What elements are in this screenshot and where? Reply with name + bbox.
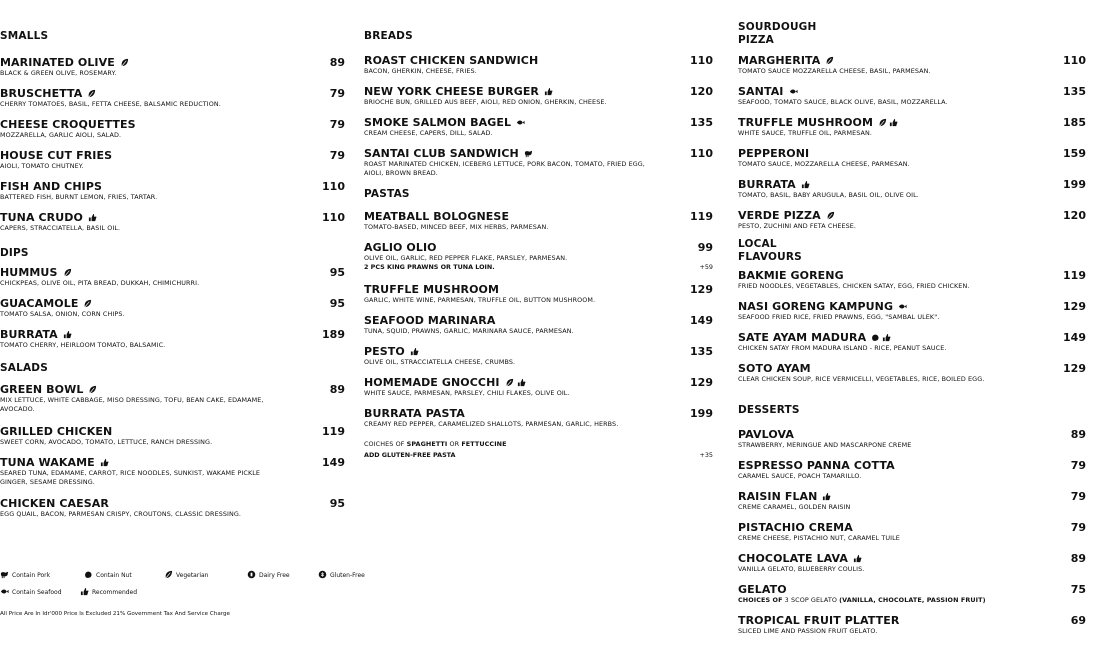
menu-item — [0, 328, 345, 350]
item-price: 89 — [329, 383, 345, 396]
menu-item — [364, 345, 713, 367]
menu-item — [364, 314, 713, 336]
item-name: CHICKEN CAESAR — [0, 497, 109, 510]
item-price: 119 — [322, 425, 345, 438]
seafood-icon — [516, 118, 525, 127]
item-name: SANTAI CLUB SANDWICH — [364, 147, 519, 160]
menu-item — [0, 149, 345, 171]
legend-item-vegetarian: Vegetarian — [164, 570, 208, 579]
item-name: ESPRESSO PANNA COTTA — [738, 459, 895, 472]
menu-item — [0, 425, 345, 447]
item-name: BAKMIE GORENG — [738, 269, 844, 282]
legend-item-recommended: Recommended — [80, 587, 137, 596]
item-name: BRUSCHETTA — [0, 87, 83, 100]
item-name: TUNA WAKAME — [0, 456, 95, 469]
menu-item — [364, 407, 713, 429]
item-description: TOMATO SAUCE, MOZZARELLA CHEESE, PARMESAN. — [738, 160, 910, 168]
item-price: 199 — [690, 407, 713, 420]
add-on-option — [364, 263, 713, 272]
section-title-local-flavours: LOCAL FLAVOURS — [738, 238, 802, 263]
legend-item-seafood: Contain Seafood — [0, 587, 62, 596]
item-description: AIOLI, TOMATO CHUTNEY. — [0, 162, 84, 170]
item-price: 110 — [1063, 54, 1086, 67]
item-name: AGLIO OLIO — [364, 241, 437, 254]
vegetarian-icon — [164, 570, 173, 579]
menu-item — [738, 54, 1086, 76]
legend-item-pork: Contain Pork — [0, 570, 50, 579]
recommended-icon — [853, 554, 862, 563]
item-name: MEATBALL BOLOGNESE — [364, 210, 510, 223]
gluten-free-label: ADD GLUTEN-FREE PASTA — [364, 451, 456, 459]
menu-item — [738, 583, 1086, 605]
item-price: 89 — [1070, 428, 1086, 441]
menu-item — [364, 116, 713, 138]
item-description: WHITE SAUCE, PARMESAN, PARSLEY, CHILI FLAKES, OLIVE OIL. — [364, 389, 570, 397]
item-price: 185 — [1063, 116, 1086, 129]
item-name: GRILLED CHICKEN — [0, 425, 113, 438]
item-name: BURRATA PASTA — [364, 407, 465, 420]
menu-item — [364, 54, 713, 76]
gluten-free-icon — [318, 570, 327, 579]
item-price: 79 — [329, 87, 345, 100]
recommended-icon — [544, 87, 553, 96]
pork-icon — [0, 570, 9, 579]
item-name: FISH AND CHIPS — [0, 180, 103, 193]
item-name: RAISIN FLAN — [738, 490, 818, 503]
item-name: TROPICAL FRUIT PLATTER — [738, 614, 900, 627]
item-price: 110 — [322, 211, 345, 224]
menu-item — [738, 85, 1086, 107]
item-price: 135 — [690, 116, 713, 129]
item-name: GELATO — [738, 583, 787, 596]
recommended-icon — [410, 347, 419, 356]
vegetarian-icon — [87, 89, 96, 98]
item-description: TOMATO SAUCE MOZZARELLA CHEESE, BASIL, PARMESAN. — [738, 67, 931, 75]
menu-item — [364, 147, 713, 178]
item-price: 149 — [1063, 331, 1086, 344]
item-name: SEAFOOD MARINARA — [364, 314, 496, 327]
item-price: 79 — [329, 118, 345, 131]
item-price: 189 — [322, 328, 345, 341]
item-price: 129 — [690, 376, 713, 389]
menu-item — [738, 362, 1086, 384]
item-description: CLEAR CHICKEN SOUP, RICE VERMICELLI, VEGETABLES, RICE, BOILED EGG. — [738, 375, 985, 383]
legend-item-nut: Contain Nut — [84, 570, 132, 579]
item-description: OLIVE OIL, STRACCIATELLA CHEESE, CRUMBS. — [364, 358, 516, 366]
menu-item — [0, 497, 345, 519]
item-price: 79 — [1070, 459, 1086, 472]
item-price: 69 — [1070, 614, 1086, 627]
item-name: ROAST CHICKEN SANDWICH — [364, 54, 539, 67]
recommended-icon — [822, 492, 831, 501]
item-description: SEAFOOD, TOMATO SAUCE, BLACK OLIVE, BASIL, MOZZARELLA. — [738, 98, 948, 106]
item-description: FRIED NOODLES, VEGETABLES, CHICKEN SATAY, EGG, FRIED CHICKEN. — [738, 282, 970, 290]
menu-item — [0, 383, 345, 414]
vegetarian-icon — [63, 268, 72, 277]
menu-item — [364, 241, 713, 272]
menu-item — [0, 266, 345, 288]
item-name: TUNA CRUDO — [0, 211, 83, 224]
item-description: CHICKPEAS, OLIVE OIL, PITA BREAD, DUKKAH, CHIMICHURRI. — [0, 279, 200, 287]
recommended-icon — [801, 180, 810, 189]
item-description: TUNA, SQUID, PRAWNS, GARLIC, MARINARA SAUCE, PARMESAN. — [364, 327, 574, 335]
gluten-free-price: +35 — [699, 451, 713, 459]
item-description: SEARED TUNA, EDAMAME, CARROT, RICE NOODLES, SUNKIST, WAKAME PICKLE GINGER, SESAME DRESSING. — [0, 469, 261, 486]
add-on-price: +59 — [699, 263, 713, 271]
menu-item — [364, 283, 713, 305]
vegetarian-icon — [120, 58, 129, 67]
recommended-icon — [517, 378, 526, 387]
vegetarian-icon — [88, 385, 97, 394]
item-description: TOMATO SALSA, ONION, CORN CHIPS. — [0, 310, 125, 318]
item-name: GUACAMOLE — [0, 297, 79, 310]
vegetarian-icon — [825, 56, 834, 65]
item-description: CAPERS, STRACCIATELLA, BASIL OIL. — [0, 224, 121, 232]
menu-item — [738, 428, 1086, 450]
item-description: MIX LETTUCE, WHITE CABBAGE, MISO DRESSING, TOFU, BEAN CAKE, EDAMAME, AVOCADO. — [0, 396, 264, 413]
vegetarian-icon — [505, 378, 514, 387]
menu-item — [738, 147, 1086, 169]
menu-item — [738, 521, 1086, 543]
item-price: 110 — [690, 147, 713, 160]
recommended-icon — [88, 213, 97, 222]
recommended-icon — [882, 333, 891, 342]
item-description: MOZZARELLA, GARLIC AIOLI, SALAD. — [0, 131, 122, 139]
legend-item-gluten-free: Gluten-Free — [318, 570, 365, 579]
item-name: SMOKE SALMON BAGEL — [364, 116, 512, 129]
recommended-icon — [80, 587, 89, 596]
item-name: VERDE PIZZA — [738, 209, 821, 222]
menu-item — [364, 85, 713, 107]
item-price: 119 — [1063, 269, 1086, 282]
item-price: 110 — [322, 180, 345, 193]
item-name: GREEN BOWL — [0, 383, 84, 396]
item-description: OLIVE OIL, GARLIC, RED PEPPER FLAKE, PARSLEY, PARMESAN. — [364, 254, 568, 262]
item-description: CREAMY RED PEPPER, CARAMELIZED SHALLOTS, PARMESAN, GARLIC, HERBS. — [364, 420, 619, 428]
gluten-free-option — [364, 451, 713, 460]
menu-item — [738, 331, 1086, 353]
menu-item — [364, 376, 713, 398]
item-description: CREAM CHEESE, CAPERS, DILL, SALAD. — [364, 129, 493, 137]
dairy-free-icon — [247, 570, 256, 579]
seafood-icon — [898, 302, 907, 311]
price-footnote: All Price Are In Idr'000 Price Is Excluded 21% Government Tax And Service Charge — [0, 611, 230, 617]
menu-item — [738, 552, 1086, 574]
pork-icon — [524, 149, 533, 158]
menu-item — [738, 300, 1086, 322]
item-description: TOMATO-BASED, MINCED BEEF, MIX HERBS, PARMESAN. — [364, 223, 549, 231]
item-name: TRUFFLE MUSHROOM — [364, 283, 500, 296]
vegetarian-icon — [83, 299, 92, 308]
menu-item — [738, 614, 1086, 636]
item-name: HOMEMADE GNOCCHI — [364, 376, 500, 389]
item-description: EGG QUAIL, BACON, PARMESAN CRISPY, CROUTONS, CLASSIC DRESSING. — [0, 510, 242, 518]
item-price: 120 — [690, 85, 713, 98]
item-name: PISTACHIO CREMA — [738, 521, 853, 534]
item-description: STRAWBERRY, MERINGUE AND MASCARPONE CREME — [738, 441, 912, 449]
item-name: NASI GORENG KAMPUNG — [738, 300, 894, 313]
item-price: 159 — [1063, 147, 1086, 160]
item-name: CHEESE CROQUETTES — [0, 118, 136, 131]
item-name: MARINATED OLIVE — [0, 56, 115, 69]
section-title-salads: SALADS — [0, 362, 48, 374]
section-title-dips: DIPS — [0, 247, 29, 259]
item-price: 79 — [329, 149, 345, 162]
item-description: SEAFOOD FRIED RICE, FRIED PRAWNS, EGG, "SAMBAL ULEK". — [738, 313, 940, 321]
recommended-icon — [889, 118, 898, 127]
item-name: TRUFFLE MUSHROOM — [738, 116, 874, 129]
item-price: 110 — [690, 54, 713, 67]
item-price: 149 — [322, 456, 345, 469]
section-title-sourdough-pizza: SOURDOUGH PIZZA — [738, 21, 817, 46]
item-description: CREME CARAMEL, GOLDEN RAISIN — [738, 503, 851, 511]
item-name: SANTAI — [738, 85, 784, 98]
menu-item — [0, 297, 345, 319]
nut-icon — [84, 570, 93, 579]
item-price: 149 — [690, 314, 713, 327]
item-description: VANILLA GELATO, BLUEBERRY COULIS. — [738, 565, 865, 573]
item-description: GARLIC, WHITE WINE, PARMESAN, TRUFFLE OIL, BUTTON MUSHROOM. — [364, 296, 596, 304]
item-price: 135 — [690, 345, 713, 358]
item-price: 129 — [1063, 300, 1086, 313]
item-price: 79 — [1070, 521, 1086, 534]
item-price: 89 — [1070, 552, 1086, 565]
item-price: 119 — [690, 210, 713, 223]
section-title-smalls: SMALLS — [0, 30, 49, 42]
nut-icon — [871, 333, 880, 342]
add-on-label: 2 PCS KING PRAWNS OR TUNA LOIN. — [364, 263, 495, 271]
menu-item — [0, 118, 345, 140]
item-price: 79 — [1070, 490, 1086, 503]
item-name: BURRATA — [738, 178, 796, 191]
legend-item-dairy-free: Dairy Free — [247, 570, 290, 579]
item-description: WHITE SAUCE, TRUFFLE OIL, PARMESAN. — [738, 129, 872, 137]
menu-item — [738, 209, 1086, 231]
menu-item — [0, 87, 345, 109]
item-name: NEW YORK CHEESE BURGER — [364, 85, 540, 98]
item-price: 129 — [1063, 362, 1086, 375]
menu-item — [364, 210, 713, 232]
item-price: 95 — [329, 297, 345, 310]
item-name: HUMMUS — [0, 266, 58, 279]
item-description: CHOICES OF 3 SCOP GELATO (VANILLA, CHOCOLATE, PASSION FRUIT) — [738, 596, 986, 604]
item-description: BRIOCHE BUN, GRILLED AUS BEEF, AIOLI, RED ONION, GHERKIN, CHEESE. — [364, 98, 607, 106]
item-description: ROAST MARINATED CHICKEN, ICEBERG LETTUCE, PORK BACON, TOMATO, FRIED EGG, AIOLI, BROWN BREAD. — [364, 160, 645, 177]
item-name: BURRATA — [0, 328, 58, 341]
item-name: PESTO — [364, 345, 405, 358]
item-price: 199 — [1063, 178, 1086, 191]
menu-item — [738, 459, 1086, 481]
section-title-pastas: PASTAS — [364, 188, 410, 200]
item-description: SLICED LIME AND PASSION FRUIT GELATO. — [738, 627, 878, 635]
item-description: PESTO, ZUCHINI AND FETA CHEESE. — [738, 222, 857, 230]
seafood-icon — [789, 87, 798, 96]
item-description: SWEET CORN, AVOCADO, TOMATO, LETTUCE, RANCH DRESSING. — [0, 438, 213, 446]
menu-item — [0, 456, 345, 487]
item-description: BATTERED FISH, BURNT LEMON, FRIES, TARTAR. — [0, 193, 158, 201]
item-description: TOMATO CHERRY, HEIRLOOM TOMATO, BALSAMIC. — [0, 341, 166, 349]
recommended-icon — [63, 330, 72, 339]
menu-item — [738, 269, 1086, 291]
item-description: BLACK & GREEN OLIVE, ROSEMARY. — [0, 69, 117, 77]
item-name: CHOCOLATE LAVA — [738, 552, 849, 565]
item-description: TOMATO, BASIL, BABY ARUGULA, BASIL OIL, OLIVE OIL. — [738, 191, 919, 199]
item-description: CREME CHEESE, PISTACHIO NUT, CARAMEL TUILE — [738, 534, 900, 542]
section-title-desserts: DESSERTS — [738, 404, 800, 416]
menu-item — [738, 178, 1086, 200]
item-name: MARGHERITA — [738, 54, 821, 67]
item-price: 75 — [1070, 583, 1086, 596]
item-name: SATE AYAM MADURA — [738, 331, 867, 344]
item-price: 99 — [697, 241, 713, 254]
item-name: HOUSE CUT FRIES — [0, 149, 113, 162]
item-price: 95 — [329, 266, 345, 279]
item-price: 89 — [329, 56, 345, 69]
item-price: 95 — [329, 497, 345, 510]
item-description: CHERRY TOMATOES, BASIL, FETTA CHEESE, BALSAMIC REDUCTION. — [0, 100, 221, 108]
item-description: CHICKEN SATAY FROM MADURA ISLAND - RICE, PEANUT SAUCE. — [738, 344, 947, 352]
menu-item — [0, 211, 345, 233]
item-price: 135 — [1063, 85, 1086, 98]
pasta-choice-note: COICHES OF SPAGHETTI OR FETTUCCINE — [364, 440, 507, 448]
section-title-breads: BREADS — [364, 30, 413, 42]
item-description: BACON, GHERKIN, CHEESE, FRIES. — [364, 67, 477, 75]
menu-item — [0, 56, 345, 78]
menu-item — [738, 116, 1086, 138]
item-name: PEPPERONI — [738, 147, 810, 160]
seafood-icon — [0, 587, 9, 596]
recommended-icon — [100, 458, 109, 467]
menu-item — [0, 180, 345, 202]
item-price: 120 — [1063, 209, 1086, 222]
item-price: 129 — [690, 283, 713, 296]
item-name: PAVLOVA — [738, 428, 794, 441]
item-description: CARAMEL SAUCE, POACH TAMARILLO. — [738, 472, 862, 480]
menu-item — [738, 490, 1086, 512]
vegetarian-icon — [826, 211, 835, 220]
vegetarian-icon — [878, 118, 887, 127]
item-name: SOTO AYAM — [738, 362, 811, 375]
